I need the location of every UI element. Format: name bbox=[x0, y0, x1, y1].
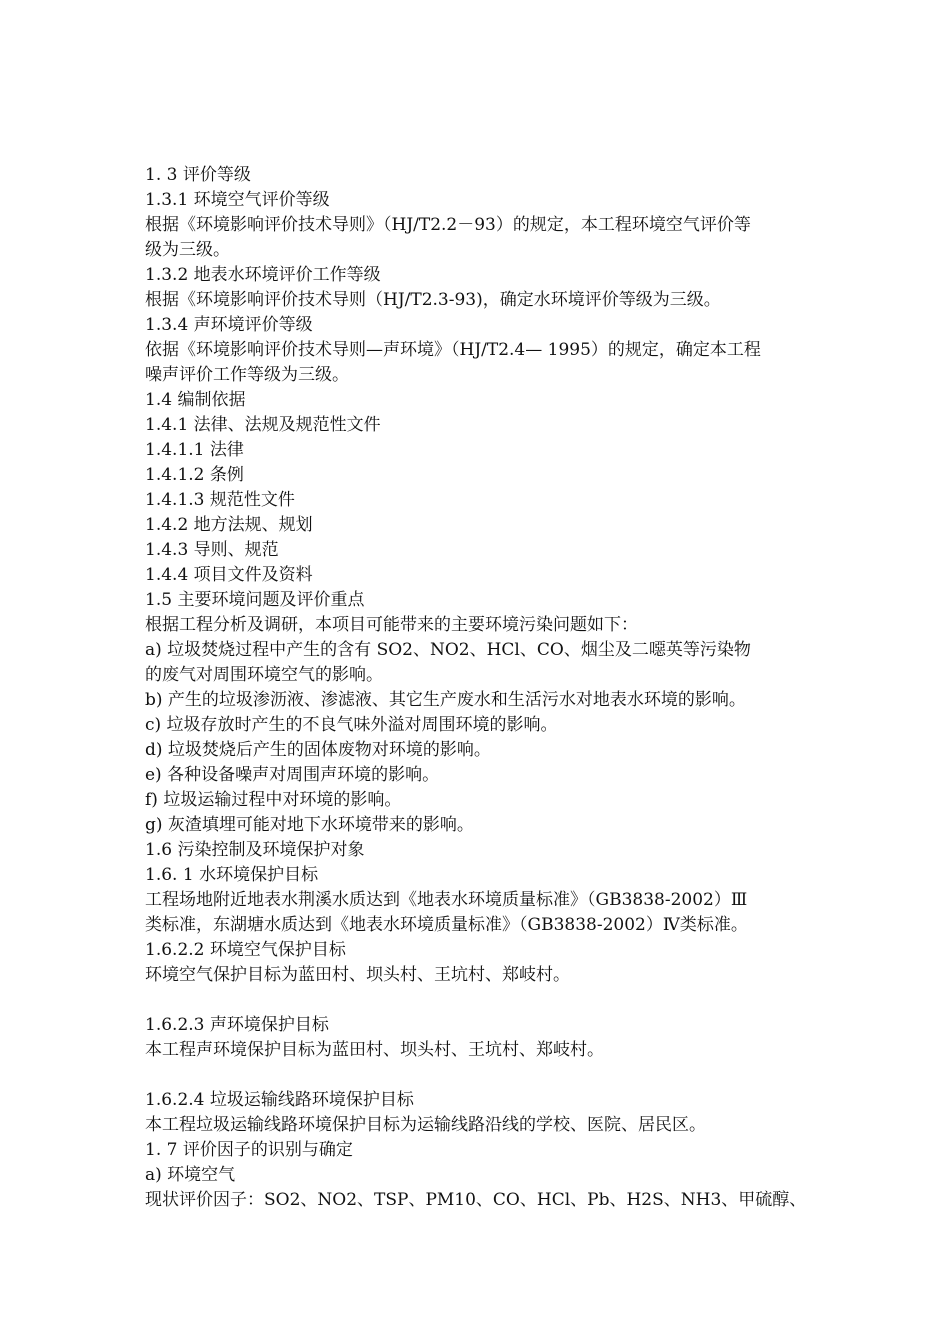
text-line: a) 环境空气 bbox=[145, 1165, 236, 1185]
text-line: 本工程垃圾运输线路环境保护目标为运输线路沿线的学校、医院、居民区。 bbox=[145, 1115, 706, 1135]
text-line: 1.6. 1 水环境保护目标 bbox=[145, 865, 319, 885]
text-line: b) 产生的垃圾渗沥液、渗滤液、其它生产废水和生活污水对地表水环境的影响。 bbox=[145, 690, 746, 710]
text-line: 1.4 编制依据 bbox=[145, 390, 246, 410]
text-line: e) 各种设备噪声对周围声环境的影响。 bbox=[145, 765, 440, 785]
text-line: 1.6.2.4 垃圾运输线路环境保护目标 bbox=[145, 1090, 414, 1110]
text-line: 噪声评价工作等级为三级。 bbox=[145, 365, 349, 385]
text-line: 级为三级。 bbox=[145, 240, 230, 260]
text-line: 1.4.3 导则、规范 bbox=[145, 540, 279, 560]
text-line: 环境空气保护目标为蓝田村、坝头村、王坑村、郑岐村。 bbox=[145, 965, 570, 985]
text-line: 1.5 主要环境问题及评价重点 bbox=[145, 590, 365, 610]
text-line: 根据工程分析及调研，本项目可能带来的主要环境污染问题如下： bbox=[145, 615, 638, 635]
text-line: 1.4.1.2 条例 bbox=[145, 465, 244, 485]
text-line: c) 垃圾存放时产生的不良气味外溢对周围环境的影响。 bbox=[145, 715, 558, 735]
blank-line bbox=[145, 988, 810, 1013]
text-line: 的废气对周围环境空气的影响。 bbox=[145, 665, 383, 685]
text-line: 根据《环境影响评价技术导则》（HJ/T2.2－93）的规定，本工程环境空气评价等 bbox=[145, 215, 751, 235]
text-line: 1.3.2 地表水环境评价工作等级 bbox=[145, 265, 381, 285]
document-body bbox=[145, 163, 810, 1213]
text-line: 1. 3 评价等级 bbox=[145, 165, 251, 185]
text-line: 1.6 污染控制及环境保护对象 bbox=[145, 840, 365, 860]
text-line: 工程场地附近地表水荆溪水质达到《地表水环境质量标准》（GB3838-2002）Ⅲ bbox=[145, 890, 748, 910]
text-line: 1.4.1.1 法律 bbox=[145, 440, 244, 460]
text-line: 1.3.4 声环境评价等级 bbox=[145, 315, 313, 335]
blank-line bbox=[145, 1063, 810, 1088]
text-line: 1. 7 评价因子的识别与确定 bbox=[145, 1140, 353, 1160]
text-line: d) 垃圾焚烧后产生的固体废物对环境的影响。 bbox=[145, 740, 491, 760]
text-line: 1.4.1 法律、法规及规范性文件 bbox=[145, 415, 381, 435]
text-line: f) 垃圾运输过程中对环境的影响。 bbox=[145, 790, 402, 810]
text-line: g) 灰渣填埋可能对地下水环境带来的影响。 bbox=[145, 815, 474, 835]
text-line: 1.3.1 环境空气评价等级 bbox=[145, 190, 330, 210]
text-line: 1.4.2 地方法规、规划 bbox=[145, 515, 313, 535]
text-line: 根据《环境影响评价技术导则（HJ/T2.3-93)，确定水环境评价等级为三级。 bbox=[145, 290, 721, 310]
text-line: 现状评价因子：SO2、NO2、TSP、PM10、CO、HCl、Pb、H2S、NH3、甲硫醇、 bbox=[145, 1190, 807, 1210]
text-line: 1.6.2.2 环境空气保护目标 bbox=[145, 940, 346, 960]
text-line: 1.6.2.3 声环境保护目标 bbox=[145, 1015, 329, 1035]
text-line: a) 垃圾焚烧过程中产生的含有 SO2、NO2、HCl、CO、烟尘及二噁英等污染物 bbox=[145, 640, 751, 660]
text-line: 1.4.1.3 规范性文件 bbox=[145, 490, 295, 510]
text-line: 本工程声环境保护目标为蓝田村、坝头村、王坑村、郑岐村。 bbox=[145, 1040, 604, 1060]
text-line: 依据《环境影响评价技术导则—声环境》（HJ/T2.4— 1995）的规定，确定本工程 bbox=[145, 340, 761, 360]
text-line: 类标准，东湖塘水质达到《地表水环境质量标准》（GB3838-2002）Ⅳ类标准。 bbox=[145, 915, 748, 935]
text-line: 1.4.4 项目文件及资料 bbox=[145, 565, 313, 585]
